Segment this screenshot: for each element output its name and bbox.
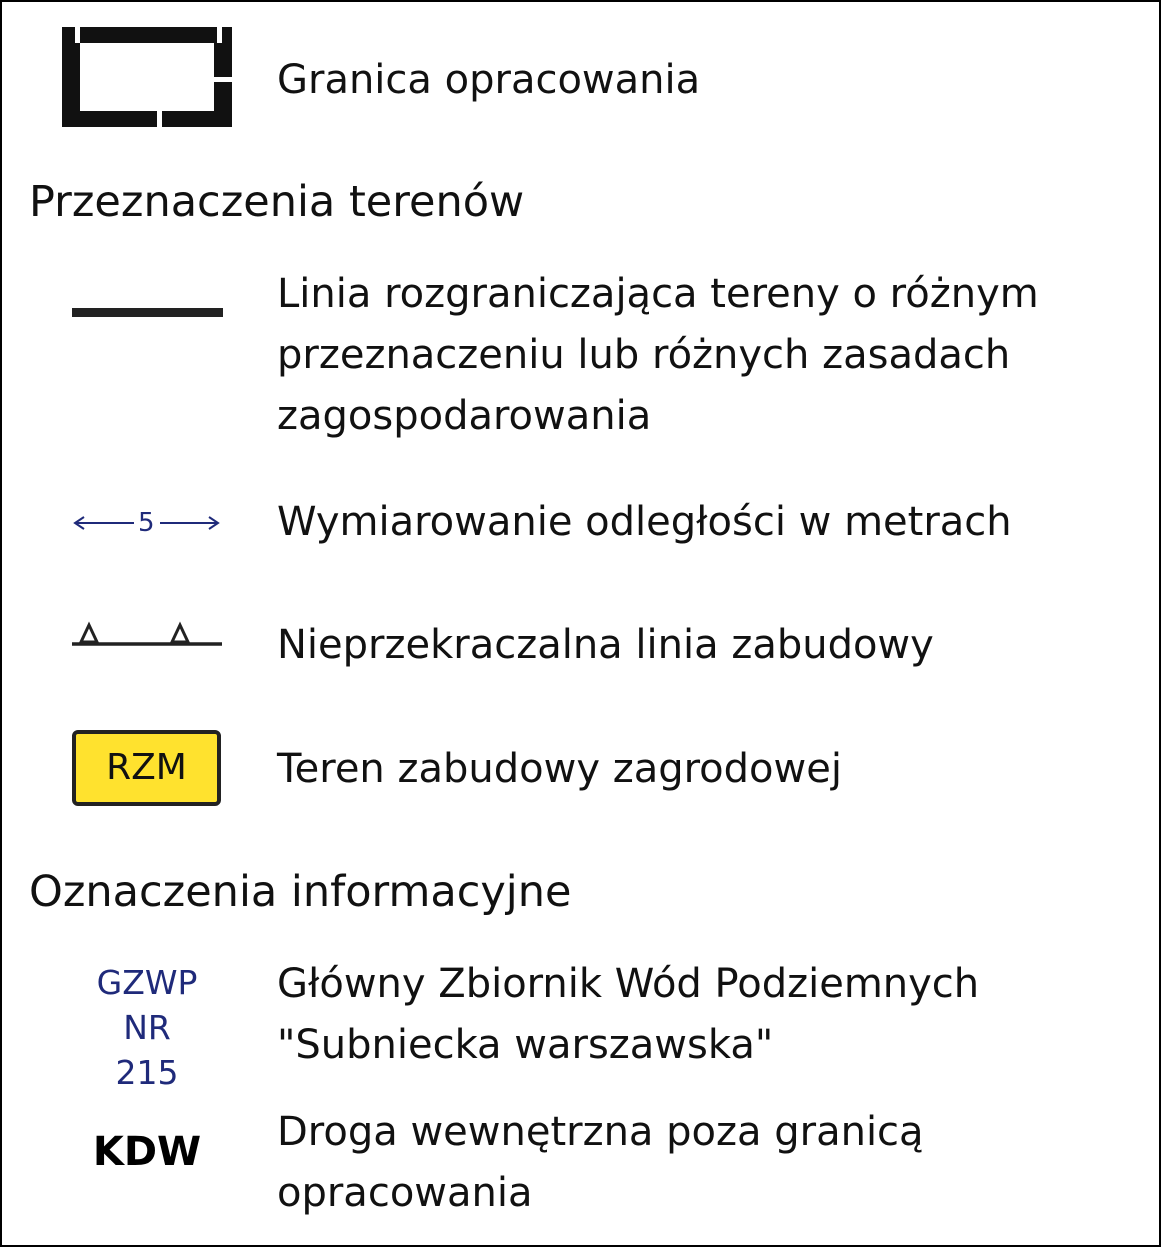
legend-label-linia-zabudowy: Nieprzekraczalna linia zabudowy <box>277 622 934 668</box>
boundary-line-icon <box>72 307 224 319</box>
section-heading-przeznaczenia: Przeznaczenia terenów <box>29 177 525 227</box>
gzwp-code-line-2: NR <box>123 1008 171 1047</box>
legend-label-kdw: Droga wewnętrzna poza granicą opracowania <box>277 1109 924 1216</box>
building-line-icon <box>72 620 224 650</box>
legend-label-zabudowa-zagrodowa: Teren zabudowy zagrodowej <box>277 746 842 792</box>
legend-label-wymiarowanie: Wymiarowanie odległości w metrach <box>277 499 1012 545</box>
dimension-value: 5 <box>138 508 155 538</box>
gzwp-code-symbol <box>72 960 222 1095</box>
kdw-code-symbol: KDW <box>92 1129 202 1175</box>
gzwp-code-line-3: 215 <box>115 1053 179 1092</box>
zone-rzm-symbol: RZM <box>72 730 221 806</box>
legend-label-gzwp: Główny Zbiornik Wód Podziemnych "Subniecka warszawska" <box>277 961 980 1068</box>
legend-label-granica: Granica opracowania <box>277 57 701 103</box>
boundary-frame-icon <box>57 27 237 132</box>
gzwp-code-line-1: GZWP <box>96 963 198 1002</box>
section-heading-oznaczenia: Oznaczenia informacyjne <box>29 867 572 917</box>
legend-label-linia-rozgraniczajaca: Linia rozgraniczająca tereny o różnym przeznaczeniu lub różnych zasadach zagospodarowania <box>277 271 1039 439</box>
